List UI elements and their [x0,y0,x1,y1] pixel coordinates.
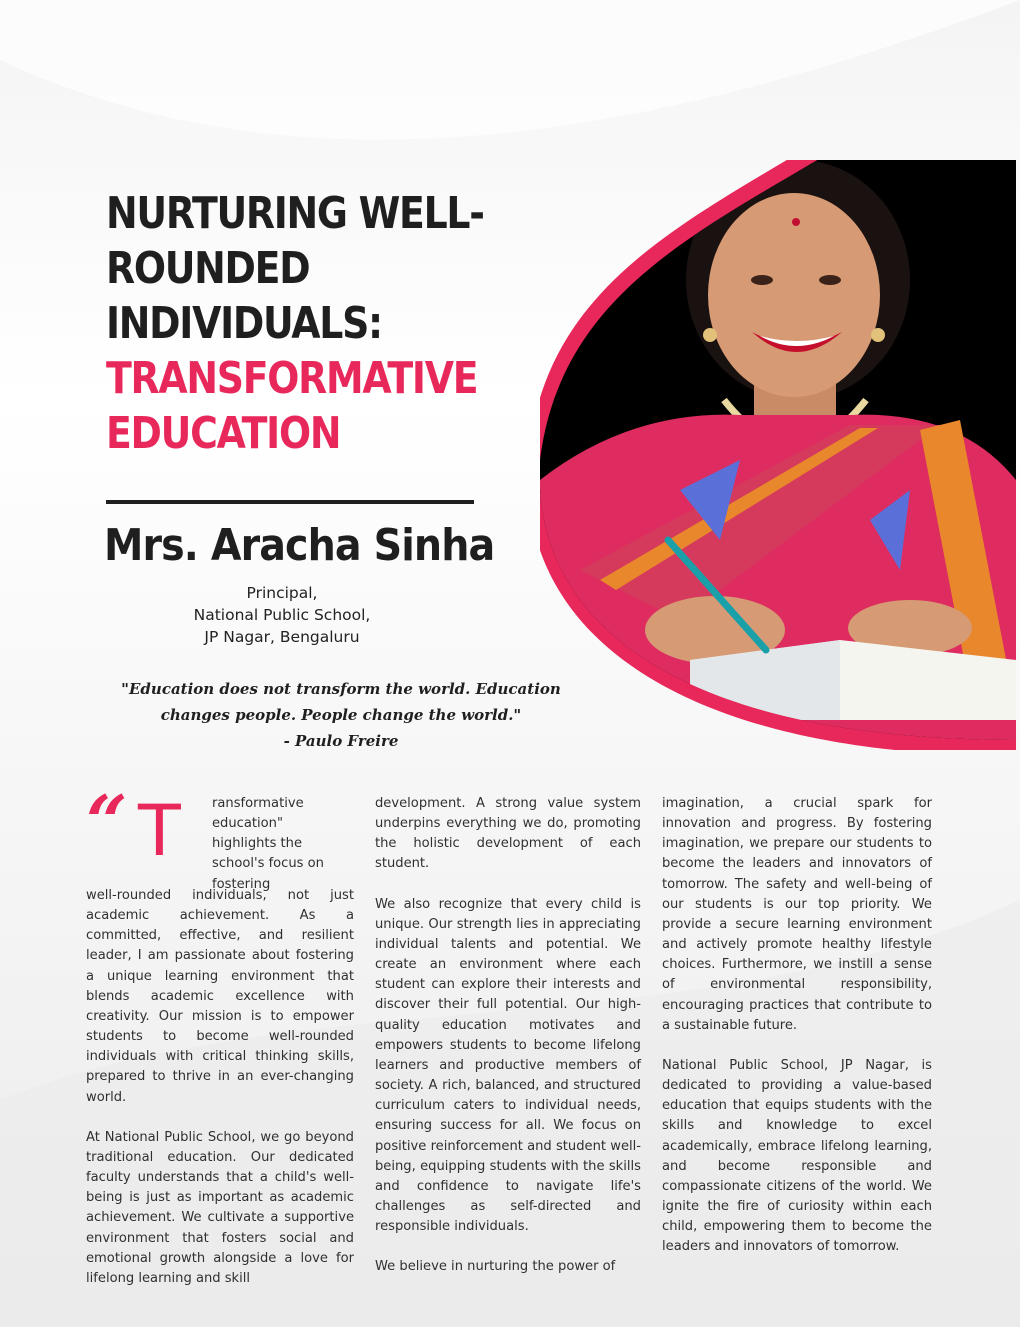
headline-line-2: ROUNDED [106,243,310,294]
article-headline [106,186,484,461]
article-column-3 [662,794,932,1277]
headline-line-4: TRANSFORMATIVE [106,353,478,404]
divider-rule [106,500,474,504]
intro-line: school's focus on [212,856,324,872]
dropcap-block [86,779,354,892]
quote-attribution: - Paulo Freire [283,732,399,750]
author-role: Principal, [246,584,318,602]
author-name: Mrs. Aracha Sinha [104,520,495,571]
paragraph: We believe in nurturing the power of [375,1259,616,1275]
headline-line-5: EDUCATION [106,408,341,459]
intro-line: ransformative [212,796,304,811]
headline-line-3: INDIVIDUALS: [106,298,382,349]
paragraph: National Public School, JP Nagar, is dedicated to providing a value-based education that equips students with the skills and knowledge to excel academically, embrace lifelong learning, and become responsible and compassionate citizens of the world. We ignite the fire of curiosity within each child, empowering them to become the leaders and innovators of tomorrow. [662,1057,932,1255]
open-quote-mark: “ [86,779,128,864]
article-column-2 [375,794,641,1297]
author-school: National Public School, [193,606,371,624]
author-location: JP Nagar, Bengaluru [204,628,360,646]
intro-line: fostering [212,876,271,892]
quote-line-1: "Education does not transform the world. Education [121,680,561,698]
dropcap-letter: T [138,790,181,872]
paragraph: imagination, a crucial spark for innovation and progress. By fostering imagination, we prepare our students to become the leaders and innovators of tomorrow. The safety and well-being of our students is our top priority. We provide a secure learning environment and actively promote healthy lifestyle choices. Furthermore, we instill a sense of environmental responsibility, encouraging practices that contribute to a sustainable future. [662,796,932,1033]
principal-portrait-image [540,160,1016,750]
paragraph: development. A strong value system underpins everything we do, promoting the holistic development of each student. [375,796,641,872]
intro-line: education" [212,816,283,832]
pull-quote [110,676,572,754]
article-column-1 [86,779,354,1309]
paragraph: At National Public School, we go beyond traditional education. Our dedicated faculty understands that a child's well-being is just as important as academic achievement. We cultivate a supportive environment that fosters social and emotional growth alongside a love for lifelong learning and skill [86,1129,354,1286]
intro-line: highlights the [212,836,303,852]
intro-lines [212,794,354,895]
author-role-block [150,582,414,648]
quote-line-2: changes people. People change the world." [160,706,522,724]
headline-line-1: NURTURING WELL- [106,188,484,239]
paragraph: We also recognize that every child is unique. Our strength lies in appreciating individual talents and potential. We create an environment where each student can explore their interests and discover their full potential. Our high-quality education motivates and empowers students to become lifelong learners and productive members of society. A rich, balanced, and structured curriculum caters to individual needs, ensuring success for all. We focus on positive reinforcement and student well-being, equipping students with the skills and confidence to navigate life's challenges as self-directed and responsible individuals. [375,896,641,1235]
paragraph: well-rounded individuals, not just academic achievement. As a committed, effective, and resilient leader, I am passionate about fostering a unique learning environment that blends academic excellence with creativity. Our mission is to empower students to become well-rounded individuals with critical thinking skills, prepared to thrive in an ever-changing world. [86,888,354,1105]
